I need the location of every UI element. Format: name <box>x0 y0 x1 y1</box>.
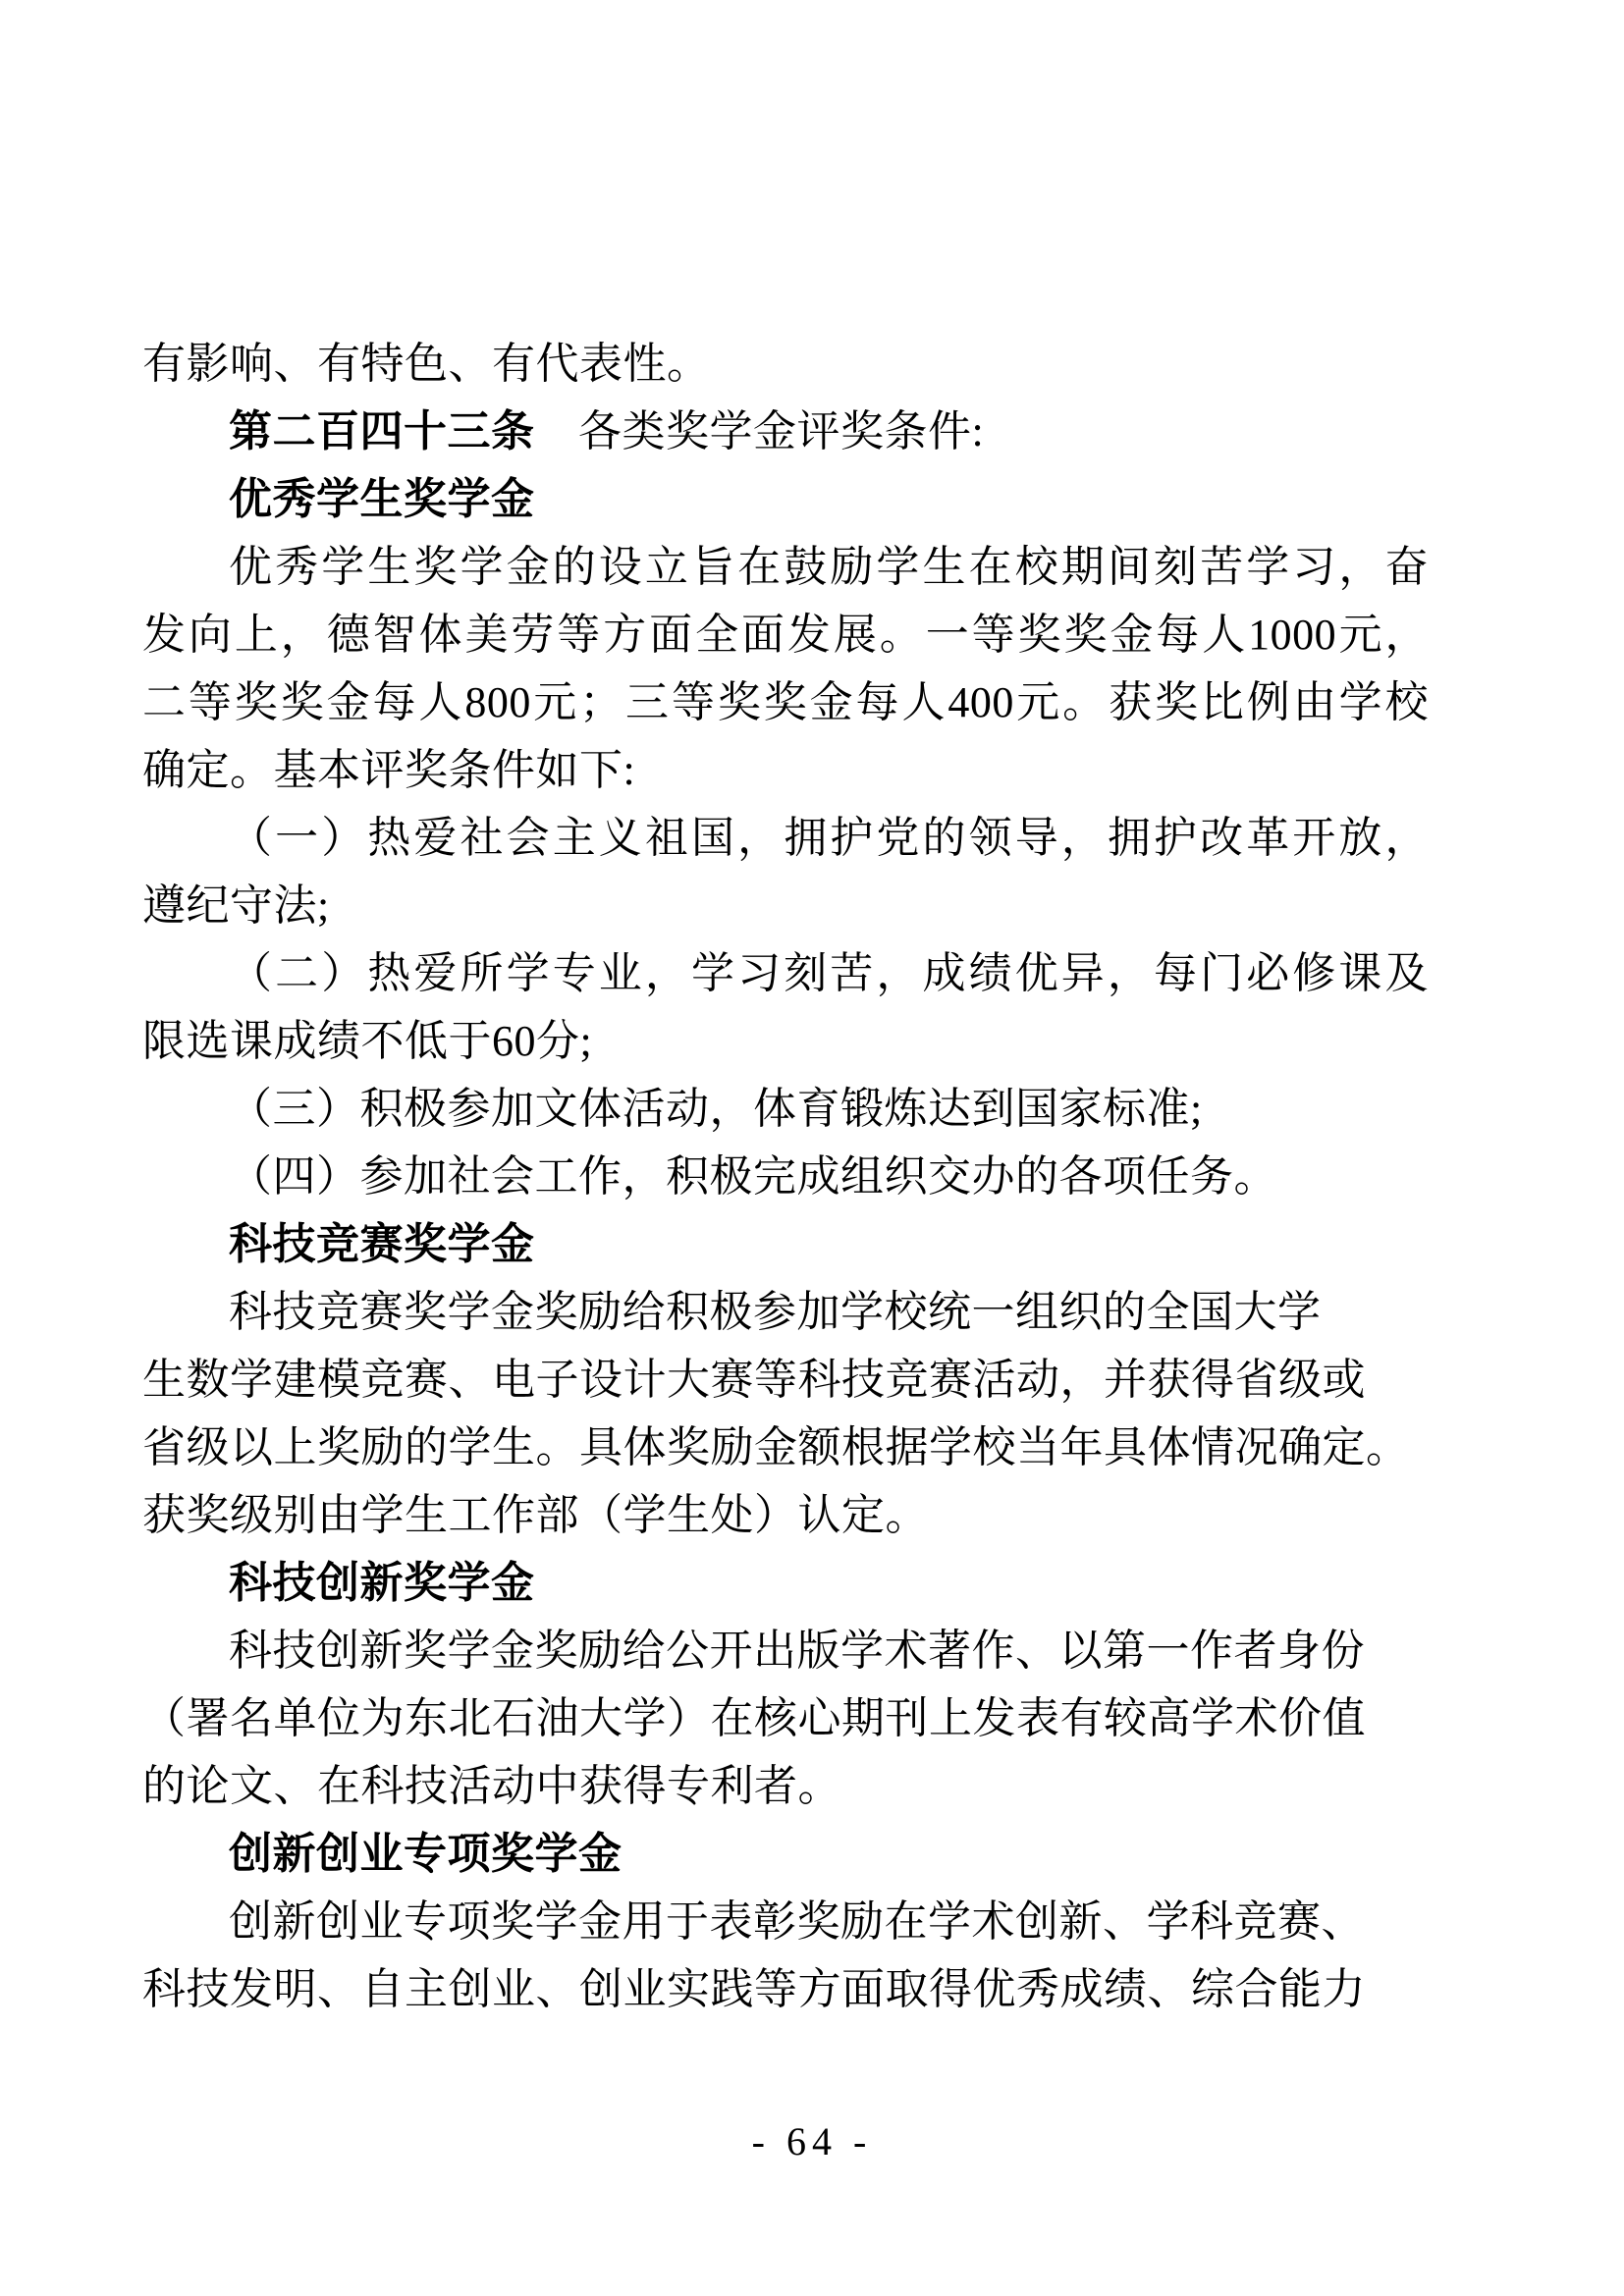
text-segment: （一）热爱社会主义祖国，拥护党的领导，拥护改革开放， <box>229 814 1429 862</box>
text-line <box>142 1955 1429 2023</box>
text-segment: 的论文、在科技活动中获得专利者。 <box>142 1762 841 1810</box>
text-segment: 确定。基本评奖条件如下: <box>142 746 636 794</box>
text-segment: 有影响、有特色、有代表性。 <box>142 340 711 388</box>
text-line <box>142 1210 1429 1278</box>
text-line <box>142 1481 1429 1549</box>
text-line <box>142 1684 1429 1752</box>
text-line <box>142 1143 1429 1210</box>
text-segment: （三）积极参加文体活动，体育锻炼达到国家标准; <box>229 1085 1203 1133</box>
text-line <box>142 533 1429 601</box>
text-segment: 科技竞赛奖学金奖励给积极参加学校统一组织的全国大学 <box>229 1288 1322 1336</box>
text-line <box>142 1007 1429 1075</box>
text-line <box>142 939 1429 1007</box>
text-line <box>142 1549 1429 1617</box>
text-segment: 生数学建模竞赛、电子设计大赛等科技竞赛活动，并获得省级或 <box>142 1356 1366 1404</box>
text-line <box>142 1346 1429 1414</box>
text-line <box>142 601 1429 668</box>
text-segment: 遵纪守法; <box>142 881 330 930</box>
heading-text-segment: 科技创新奖学金 <box>229 1559 535 1607</box>
text-segment: 科技发明、自主创业、创业实践等方面取得优秀成绩、综合能力 <box>142 1965 1366 2013</box>
text-line <box>142 465 1429 533</box>
text-segment: 各类奖学金评奖条件: <box>534 407 985 455</box>
text-line <box>142 398 1429 465</box>
text-segment: 获奖级别由学生工作部（学生处）认定。 <box>142 1491 929 1539</box>
text-segment: （署名单位为东北石油大学）在核心期刊上发表有较高学术价值 <box>142 1694 1366 1742</box>
text-segment: （二）热爱所学专业，学习刻苦，成绩优异，每门必修课及 <box>229 949 1429 997</box>
text-line <box>142 872 1429 939</box>
heading-text-segment: 优秀学生奖学金 <box>229 475 535 523</box>
text-segment: 优秀学生奖学金的设立旨在鼓励学生在校期间刻苦学习，奋 <box>229 543 1429 591</box>
text-segment: 创新创业专项奖学金用于表彰奖励在学术创新、学科竞赛、 <box>229 1897 1365 1946</box>
text-segment: 限选课成绩不低于60分; <box>142 1017 593 1065</box>
text-line <box>142 1888 1429 1955</box>
text-line <box>142 1820 1429 1888</box>
text-segment: 二等奖奖金每人800元；三等奖奖金每人400元。获奖比例由学校 <box>142 678 1429 726</box>
text-line <box>142 1075 1429 1143</box>
text-segment: 科技创新奖学金奖励给公开出版学术著作、以第一作者身份 <box>229 1627 1365 1675</box>
text-line <box>142 804 1429 872</box>
text-line <box>142 668 1429 736</box>
text-line <box>142 1278 1429 1346</box>
heading-text-segment: 科技竞赛奖学金 <box>229 1220 535 1268</box>
heading-text-segment: 第二百四十三条 <box>229 407 535 455</box>
text-segment: （四）参加社会工作，积极完成组织交办的各项任务。 <box>229 1152 1277 1201</box>
text-segment: 省级以上奖励的学生。具体奖励金额根据学校当年具体情况确定。 <box>142 1423 1410 1471</box>
text-line <box>142 1414 1429 1481</box>
text-line <box>142 1752 1429 1820</box>
text-line <box>142 736 1429 804</box>
text-segment: 发向上，德智体美劳等方面全面发展。一等奖奖金每人1000元， <box>142 611 1429 659</box>
text-block <box>142 330 1429 2023</box>
text-line <box>142 1617 1429 1684</box>
heading-text-segment: 创新创业专项奖学金 <box>229 1830 623 1878</box>
text-line <box>142 330 1429 398</box>
page-number: - 64 - <box>751 2119 873 2163</box>
